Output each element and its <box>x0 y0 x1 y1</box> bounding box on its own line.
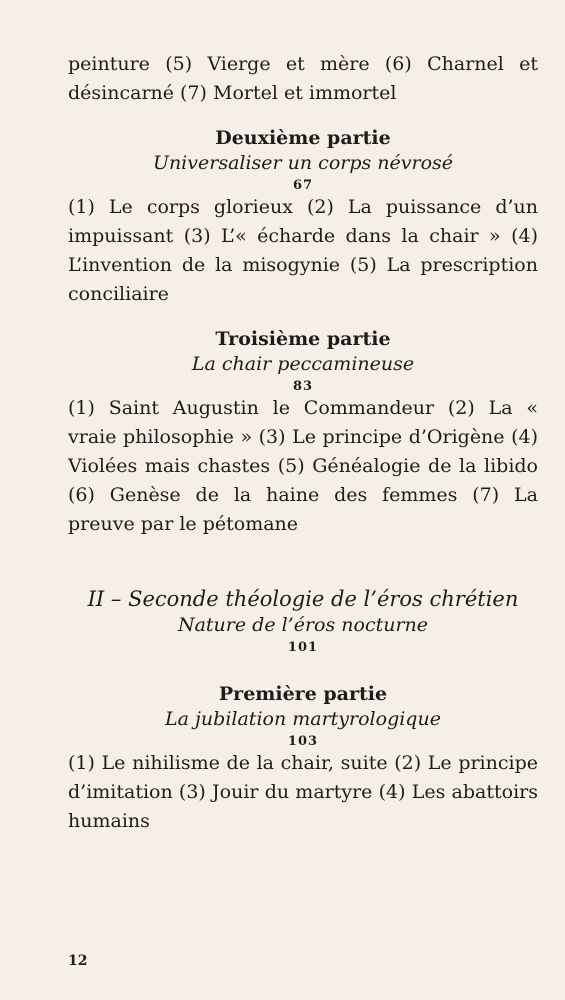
section-title: Deuxième partie <box>215 127 391 149</box>
section-page-number: 83 <box>292 379 314 394</box>
section-page-number: 103 <box>287 734 319 749</box>
intro-paragraph: peinture (5) Vierge et mère (6) Charnel et désincarné (7) Mortel et immortel <box>68 53 538 104</box>
section-contents: (1) Le corps glorieux (2) La puissance d’un impuissant (3) L’« écharde dans la chair » (4) L’invention de la misogynie (5) La prescription conciliaire <box>68 196 538 305</box>
section-title: Troisième partie <box>215 328 391 350</box>
chapter-subtitle: Nature de l’éros nocturne <box>177 614 429 636</box>
chapter-title: II – Seconde théologie de l’éros chrétien <box>87 587 519 611</box>
section-contents: (1) Le nihilisme de la chair, suite (2) Le principe d’imitation (3) Jouir du martyre (4) Les abattoirs humains <box>68 752 538 832</box>
section-deuxieme-partie <box>68 125 538 193</box>
section-title: Première partie <box>218 683 388 705</box>
table-of-contents <box>68 50 538 836</box>
chapter-page-number: 101 <box>287 640 319 655</box>
section-premiere-partie <box>68 681 538 749</box>
section-subtitle: Universaliser un corps névrosé <box>152 152 454 174</box>
chapter-heading <box>68 585 538 655</box>
section-contents: (1) Saint Augustin le Commandeur (2) La « vraie philosophie » (3) Le principe d’Origène (4) Violées mais chastes (5) Généalogie de la libido (6) Genèse de la haine des femmes (7) La preuve par le pétomane <box>68 397 538 535</box>
section-subtitle: La jubilation martyrologique <box>165 708 441 730</box>
section-subtitle: La chair peccamineuse <box>191 353 415 375</box>
section-page-number: 67 <box>292 178 314 193</box>
section-troisieme-partie <box>68 326 538 394</box>
page-folio: 12 <box>68 953 88 969</box>
